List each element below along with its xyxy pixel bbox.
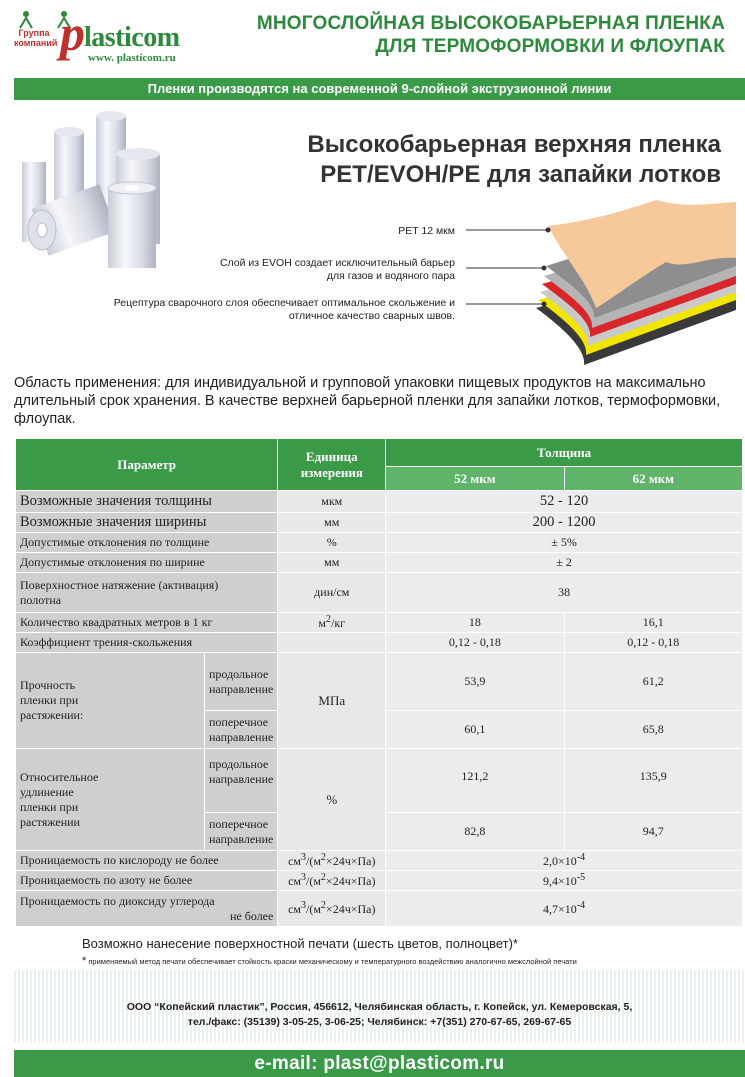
value-cell-62: 65,8: [564, 711, 742, 749]
value-cell: [386, 871, 743, 891]
unit-text: ×24ч×Па): [325, 854, 376, 868]
address-line: ООО “Копейский пластик”, Россия, 456612, Челябинская область, г. Копейск, ул. Кемеровская, 5,: [126, 1001, 633, 1013]
unit-text: /кг: [331, 616, 346, 630]
value-cell-62: 16,1: [564, 613, 742, 633]
layer-label-line: Рецептура сварочного слоя обеспечивает оптимальное скольжение и: [113, 297, 455, 309]
production-banner: Пленки производятся на современной 9-слойной экструзионной линии: [14, 78, 745, 100]
value-exp: -5: [576, 872, 586, 883]
header-unit-line: Единица: [305, 448, 358, 464]
direction-line: направление: [209, 681, 274, 696]
print-note: Возможно нанесение поверхностной печати (шесть цветов, полноцвет)*: [82, 936, 518, 951]
table-row: [16, 653, 743, 711]
layer-label-line: для газов и водяного пара: [326, 270, 455, 282]
unit-sup: 3: [300, 872, 306, 883]
footnote-text: применяемый метод печати обеспечивает стойкость краски механическому и температурного воздействию аналогично межслойной печати: [88, 957, 577, 966]
unit-text: ×24ч×Па): [325, 902, 376, 916]
value-cell-52: 18: [386, 613, 564, 633]
unit-sup: 2: [320, 852, 326, 863]
table-row: [16, 553, 743, 573]
value-cell-52: 121,2: [386, 749, 564, 813]
footnote-star: *: [82, 955, 87, 967]
layer-label-seal: [114, 297, 455, 323]
table-row: [16, 573, 743, 613]
value-cell: [386, 891, 743, 927]
table-row: [16, 633, 743, 653]
param-line: полотна: [20, 592, 62, 607]
value-text: 2,0×10: [543, 854, 577, 868]
table-row: [16, 871, 743, 891]
film-layers-diagram: [456, 200, 736, 370]
direction-line: поперечное: [209, 714, 269, 729]
unit-cell: мкм: [278, 491, 386, 513]
table-header-row: [16, 439, 743, 467]
value-cell-62: 0,12 - 0,18: [564, 633, 742, 653]
param-cell: Коэффициент трения-скольжения: [16, 633, 278, 653]
value-cell: ± 5%: [386, 533, 743, 553]
group-label-line: пленки при: [20, 693, 79, 707]
value-cell: ± 2: [386, 553, 743, 573]
page-title: [257, 12, 725, 58]
spec-table: [15, 438, 743, 927]
param-cell: Возможные значения толщины: [16, 491, 278, 513]
unit-cell: [278, 633, 386, 653]
unit-cell: %: [278, 533, 386, 553]
unit-cell: МПа: [278, 653, 386, 749]
layer-label-evoh: [220, 257, 455, 283]
param-cell: Проницаемость по кислороду не более: [16, 851, 278, 871]
table-row: [16, 513, 743, 533]
param-cell: Допустимые отклонения по ширине: [16, 553, 278, 573]
value-cell-52: 60,1: [386, 711, 564, 749]
product-title-line2: PET/EVOH/PE для запайки лотков: [320, 161, 721, 188]
table-row: [16, 491, 743, 513]
logo-url: www. plasticom.ru: [88, 52, 176, 64]
logo-word: lasticom: [84, 22, 180, 53]
header-col-62: 62 мкм: [564, 467, 742, 491]
unit-text: /(м: [305, 874, 321, 888]
param-cell: Возможные значения ширины: [16, 513, 278, 533]
param-cell: [16, 891, 278, 927]
direction-line: направление: [209, 772, 274, 786]
group-label-elongation: [16, 749, 205, 851]
unit-text: м: [318, 616, 327, 630]
layer-label-line: Слой из EVOH создает исключительный барьер: [219, 257, 455, 269]
table-row: [16, 891, 743, 927]
header-unit: [278, 439, 386, 491]
value-cell: 200 - 1200: [386, 513, 743, 533]
group-label-line: растяжении: [20, 814, 80, 829]
layer-label-line: PET 12 мкм: [398, 225, 455, 237]
unit-cell: мм: [278, 513, 386, 533]
plasticom-logo: [14, 5, 204, 72]
unit-cell: [278, 613, 386, 633]
direction-line: направление: [209, 831, 274, 846]
value-text: 9,4×10: [543, 874, 577, 888]
unit-cell: мм: [278, 553, 386, 573]
param-cell: [16, 573, 278, 613]
unit-cell: [278, 851, 386, 871]
unit-text: см: [288, 854, 301, 868]
group-label-line: Прочность: [20, 678, 76, 692]
unit-sup: 2: [320, 872, 326, 883]
footnote: [82, 955, 577, 967]
value-cell: 52 - 120: [386, 491, 743, 513]
direction-cell: [205, 813, 278, 851]
page-title-line2: ДЛЯ ТЕРМОФОРМОВКИ И ФЛОУПАК: [375, 36, 725, 57]
direction-cell: [205, 653, 278, 711]
value-cell-62: 94,7: [564, 813, 742, 851]
direction-cell: [205, 749, 278, 813]
param-cell: Количество квадратных метров в 1 кг: [16, 613, 278, 633]
value-exp: -4: [576, 900, 586, 911]
group-label-line: удлинение: [20, 784, 74, 799]
value-cell-52: 53,9: [386, 653, 564, 711]
direction-line: продольное: [209, 757, 269, 771]
page-title-line1: МНОГОСЛОЙНАЯ ВЫСОКОБАРЬЕРНАЯ ПЛЕНКА: [256, 13, 725, 34]
table-row: [16, 851, 743, 871]
layer-label-line: отличное качество сварных швов.: [288, 310, 455, 322]
logo-letter-p: p: [60, 5, 85, 61]
value-cell: [386, 851, 743, 871]
table-row: [16, 749, 743, 813]
header-unit-line: измерения: [300, 464, 363, 480]
unit-cell: [278, 891, 386, 927]
group-label-strength: [16, 653, 205, 749]
product-title: [307, 130, 721, 190]
value-cell: 38: [386, 573, 743, 613]
param-line: Проницаемость по диоксиду углерода: [20, 893, 215, 908]
email-bar: e-mail: plast@plasticom.ru: [14, 1050, 745, 1077]
layer-label-pet: [398, 225, 455, 238]
header-col-52: 52 мкм: [386, 467, 564, 491]
value-cell-52: 0,12 - 0,18: [386, 633, 564, 653]
company-address: [14, 1000, 745, 1030]
address-line: тел./факс: (35139) 3-05-25, 3-06-25; Челябинск: +7(351) 270-67-65, 269-67-65: [187, 1016, 572, 1028]
table-row: [16, 613, 743, 633]
direction-line: поперечное: [209, 816, 269, 831]
param-cell: Проницаемость по азоту не более: [16, 871, 278, 891]
value-cell-62: 61,2: [564, 653, 742, 711]
unit-text: /(м: [305, 854, 321, 868]
table-row: [16, 533, 743, 553]
unit-text: ×24ч×Па): [325, 874, 376, 888]
product-title-line1: Высокобарьерная верхняя пленка: [307, 131, 721, 158]
group-label-line: Относительное: [20, 769, 99, 784]
unit-cell: дин/см: [278, 573, 386, 613]
direction-cell: [205, 711, 278, 749]
unit-sup: 3: [300, 852, 306, 863]
unit-cell: %: [278, 749, 386, 851]
value-exp: -4: [576, 852, 586, 863]
direction-line: направление: [209, 729, 274, 744]
value-cell-52: 82,8: [386, 813, 564, 851]
film-rolls-image: [18, 110, 168, 275]
header-thickness: Толщина: [386, 439, 743, 467]
application-description: Область применения: для индивидуальной и групповой упаковки пищевых продуктов на максимально длительный срок хранения. В качестве верхней барьерной пленки для запайки лотков, термоформовки, флоупак.: [14, 375, 721, 427]
param-line: Поверхностное натяжение (активация): [20, 577, 219, 592]
group-label-line: растяжении:: [20, 708, 84, 722]
unit-sup: 2: [326, 614, 332, 625]
unit-sup: 2: [320, 900, 326, 911]
value-cell-62: 135,9: [564, 749, 742, 813]
unit-cell: [278, 871, 386, 891]
unit-text: см: [288, 874, 301, 888]
unit-text: /(м: [305, 902, 321, 916]
logo-group-text: Группа компаний: [14, 28, 58, 48]
value-text: 4,7×10: [543, 902, 577, 916]
unit-sup: 3: [300, 900, 306, 911]
unit-text: см: [288, 902, 301, 916]
header-param: Параметр: [16, 439, 278, 491]
param-line: не более: [230, 908, 274, 923]
group-label-line: пленки при: [20, 799, 79, 814]
param-cell: Допустимые отклонения по толщине: [16, 533, 278, 553]
direction-line: продольное: [209, 666, 269, 681]
